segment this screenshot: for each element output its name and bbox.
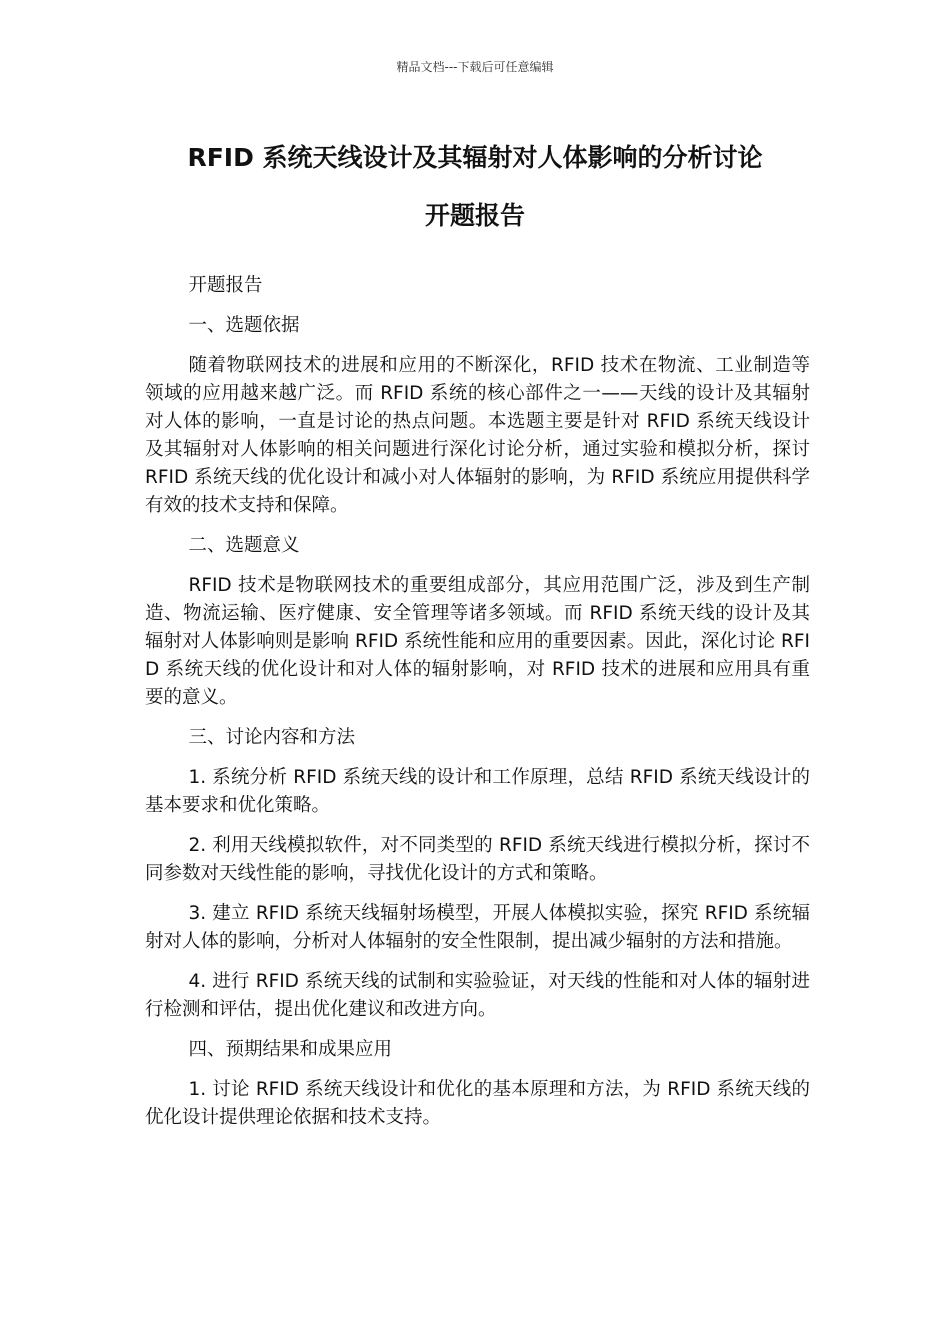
document-body bbox=[145, 272, 810, 1144]
section-heading-significance: 二、选题意义 bbox=[188, 535, 300, 556]
list-item-method-2: 2. 利用天线模拟软件，对不同类型的 RFID 系统天线进行模拟分析，探讨不同参数对天线性能的影响，寻找优化设计的方式和策略。 bbox=[145, 835, 810, 884]
section-heading-content-method: 三、讨论内容和方法 bbox=[188, 727, 355, 748]
list-item-method-1: 1. 系统分析 RFID 系统天线的设计和工作原理，总结 RFID 系统天线设计的基本要求和优化策略。 bbox=[145, 767, 810, 816]
paragraph-significance: RFID 技术是物联网技术的重要组成部分，其应用范围广泛，涉及到生产制造、物流运输、医疗健康、安全管理等诸多领域。而 RFID 系统天线的设计及其辐射对人体影响则是影响 RFID 系统性能和应用的重要因素。因此，深化讨论 RFID 系统天线的优化设计和对人体的辐射影响，对 RFID 技术的进展和应用具有重要的意义。 bbox=[145, 575, 810, 708]
list-item-result-1: 1. 讨论 RFID 系统天线设计和优化的基本原理和方法，为 RFID 系统天线的优化设计提供理论依据和技术支持。 bbox=[145, 1079, 810, 1128]
list-item-method-3: 3. 建立 RFID 系统天线辐射场模型，开展人体模拟实验，探究 RFID 系统辐射对人体的影响，分析对人体辐射的安全性限制，提出减少辐射的方法和措施。 bbox=[145, 903, 810, 952]
document-title-line-2: 开题报告 bbox=[424, 201, 525, 230]
paragraph-basis: 随着物联网技术的进展和应用的不断深化，RFID 技术在物流、工业制造等领域的应用越来越广泛。而 RFID 系统的核心部件之一——天线的设计及其辐射对人体的影响，一直是讨论的热点问题。本选题主要是针对 RFID 系统天线设计及其辐射对人体影响的相关问题进行深化讨论分析，通过实验和模拟分析，探讨 RFID 系统天线的优化设计和减小对人体辐射的影响，为 RFID 系统应用提供科学有效的技术支持和保障。 bbox=[145, 355, 810, 516]
header-note: 精品文档---下载后可任意编辑 bbox=[396, 60, 554, 74]
section-heading-expected-results: 四、预期结果和成果应用 bbox=[188, 1039, 392, 1060]
section-heading-basis: 一、选题依据 bbox=[188, 315, 300, 336]
list-item-method-4: 4. 进行 RFID 系统天线的试制和实验验证，对天线的性能和对人体的辐射进行检测和评估，提出优化建议和改进方向。 bbox=[145, 971, 810, 1020]
section-label-report: 开题报告 bbox=[188, 275, 263, 296]
document-title-line-1: RFID 系统天线设计及其辐射对人体影响的分析讨论 bbox=[187, 143, 763, 172]
